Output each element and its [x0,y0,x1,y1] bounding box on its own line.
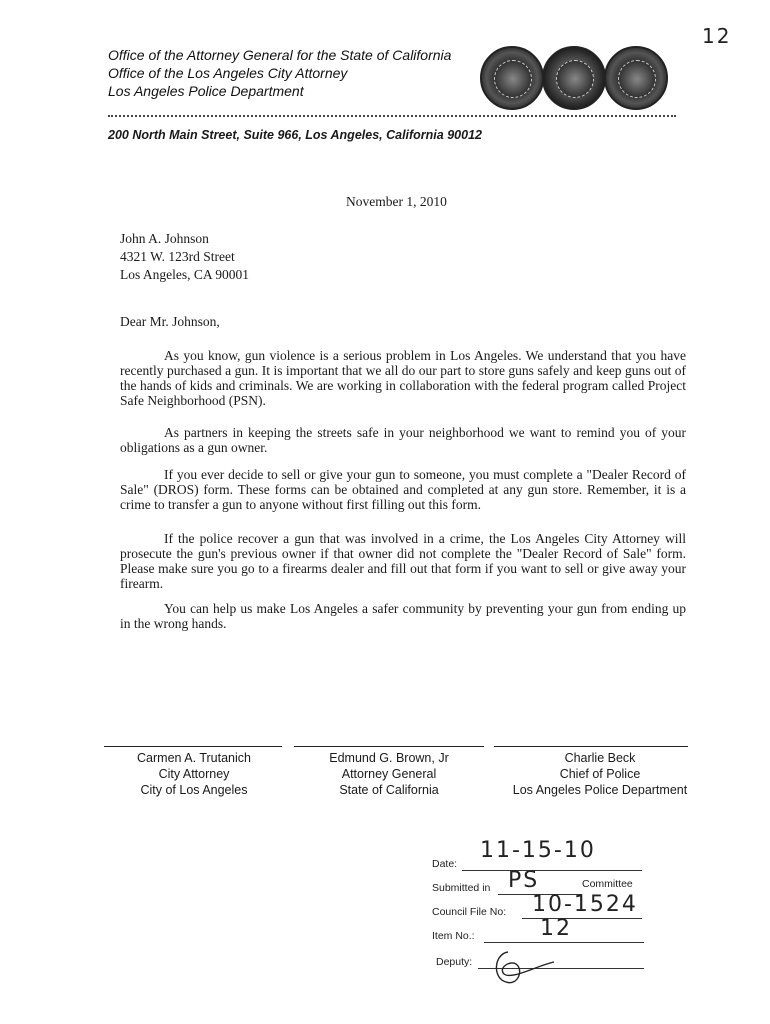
council-stamp [432,838,652,988]
signatory-name: Carmen A. Trutanich [137,751,251,765]
stamp-council-value: 10-1524 [532,892,638,917]
signatory-org: State of California [339,783,439,797]
stamp-submitted-value: PS [508,868,540,893]
body-paragraph-1: As you know, gun violence is a serious problem in Los Angeles. We understand that you have recently purchased a gun. It is important that we all do our part to store guns safely and keep guns out of the hands of kids and criminals. We are working in collaboration with the federal program called Project Safe Neighborhood (PSN). [120,348,686,408]
police-seal-icon [604,46,668,110]
stamp-committee-label: Committee [582,878,633,890]
signatory-police-chief [494,750,706,798]
letterhead-divider [108,115,676,117]
signatory-name: Charlie Beck [564,751,636,765]
signatory-attorney-general [294,750,484,798]
signatory-title: Attorney General [341,767,437,781]
signature-line-2 [294,746,484,747]
letterhead-line-3: Los Angeles Police Department [108,83,304,99]
stamp-council-label: Council File No: [432,906,507,918]
deputy-signature-icon [488,944,558,988]
letterhead-address: 200 North Main Street, Suite 966, Los Angeles, California 90012 [108,128,482,142]
signatory-title: City Attorney [158,767,230,781]
official-seals [480,46,660,112]
signature-line-3 [494,746,688,747]
stamp-item-value: 12 [540,916,572,941]
recipient-city: Los Angeles, CA 90001 [120,267,250,282]
state-seal-icon [480,46,544,110]
body-paragraph-5: You can help us make Los Angeles a safer community by preventing your gun from ending up in the wrong hands. [120,601,686,631]
body-paragraph-2: As partners in keeping the streets safe in your neighborhood we want to remind you of your obligations as a gun owner. [120,425,686,455]
letterhead-line-1: Office of the Attorney General for the State of California [108,47,452,63]
signatory-org: City of Los Angeles [140,783,248,797]
recipient-street: 4321 W. 123rd Street [120,249,235,264]
city-seal-icon [542,46,606,110]
salutation: Dear Mr. Johnson, [120,314,220,329]
signature-line-1 [104,746,282,747]
body-paragraph-4: If the police recover a gun that was involved in a crime, the Los Angeles City Attorney will prosecute the gun's previous owner if that owner did not complete the "Dealer Record of Sale" form. Please make sure you go to a firearms dealer and fill out that form if you want to sell or give away your firearm. [120,531,686,591]
recipient-name: John A. Johnson [120,231,209,246]
letterhead-line-2: Office of the Los Angeles City Attorney [108,65,348,81]
signatory-org: Los Angeles Police Department [512,783,688,797]
stamp-date-label: Date: [432,858,458,870]
body-paragraph-3: If you ever decide to sell or give your gun to someone, you must complete a "Dealer Record of Sale" (DROS) form. These forms can be obtained and completed at any gun store. Remember, it is a crime to transfer a gun to anyone without first filling out this form. [120,467,686,512]
letterhead [108,46,451,100]
signatory-title: Chief of Police [559,767,641,781]
stamp-date-value: 11-15-10 [480,838,596,863]
stamp-item-label: Item No.: [432,930,475,942]
signatory-city-attorney [104,750,284,798]
stamp-submitted-label: Submitted in [432,882,491,894]
stamp-deputy-label: Deputy: [436,956,473,968]
letter-date: November 1, 2010 [346,194,447,209]
page-mark: 12 [702,24,732,48]
signatory-name: Edmund G. Brown, Jr [329,751,449,765]
